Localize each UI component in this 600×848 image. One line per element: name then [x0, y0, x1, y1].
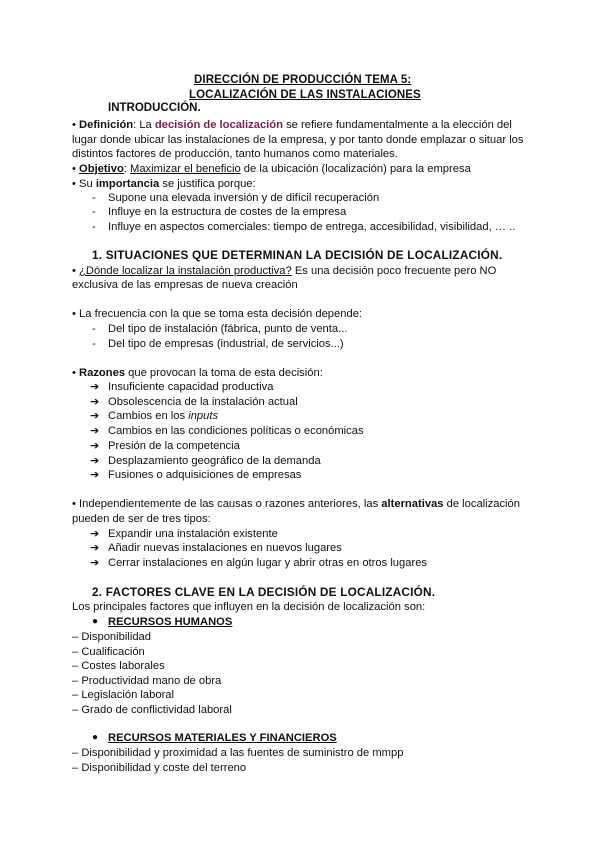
intro-heading: INTRODUCCIÓN.	[108, 102, 201, 114]
arrow-icon: ➔	[90, 440, 100, 452]
list-item: – Costes laborales	[72, 660, 165, 672]
doc-title-line1: DIRECCIÓN DE PRODUCCIÓN TEMA 5:	[194, 74, 412, 86]
definition-line: • Definición: La decisión de localización se refiere fundamentalmente a la elección del	[72, 119, 512, 131]
objective-label: Objetivo	[79, 163, 124, 175]
list-item: – Disponibilidad y coste del terreno	[72, 762, 247, 774]
objective-text: Maximizar el beneficio	[130, 163, 241, 175]
definition-line3: distintos factores de producción, tanto humanos como materiales.	[72, 148, 398, 160]
subsection-heading: RECURSOS HUMANOS	[108, 616, 233, 628]
list-item: Añadir nuevas instalaciones en nuevos lugares	[108, 542, 342, 554]
section2-heading: 2. FACTORES CLAVE EN LA DECISIÓN DE LOCALIZACIÓN.	[92, 585, 436, 599]
document-page: DIRECCIÓN DE PRODUCCIÓN TEMA 5: LOCALIZACIÓN DE LAS INSTALACIONES INTRODUCCIÓN. • Definición: La decisión de localización se refiere fundamentalmente a la elección del lugar donde ubicar las instalaciones de la empresa, y por tanto donde emplazar o situar los distintos factores de producción, tanto humanos como materiales. • Objetivo: Maximizar el beneficio de la ubicación (localización) para la empresa • Su importancia se justifica porque: - Supone una elevada inversión y de difícil recuperación - Influye en la estructura de costes de la empresa - Influye en aspectos comerciales: tiempo de entrega, accesibilidad, visibilidad, … .. 1. SITUACIONES QUE DETERMINAN LA DECISIÓN DE LOCALIZACIÓN. • ¿Dónde localizar la instalación productiva? Es una decisión poco frecuente pero NO exclusiva de las empresas de nueva creación • La frecuencia con la que se toma esta decisión depende: - Del tipo de instalación (fábrica, punto de venta... - Del tipo de empresas (industrial, de servicios...) • Razones que provocan la toma de esta decisión: ➔ Insuficiente capacidad productiva ➔ Obsolescencia de la instalación actual ➔ Cambios en los inputs ➔ Cambios en las condiciones políticas o económicas ➔ Presión de la competencia ➔ Desplazamiento geográfico de la demanda ➔ Fusiones o adquisiciones de empresas • Independientemente de las causas o razones anteriores, las alternativas de localización pueden de ser de tres tipos: ➔ Expandir una instalación existente ➔ Añadir nuevas instalaciones en nuevos lugares ➔ Cerrar instalaciones en algún lugar y abrir otras en otros lugares 2. FACTORES CLAVE EN LA DECISIÓN DE LOCALIZACIÓN. Los principales factores que influyen en la decisión de localización son: ● RECURSOS HUMANOS – Disponibilidad – Cualificación – Costes laborales – Productividad mano de obra – Legislación laboral – Grado de conflictividad laboral ● RECURSOS MATERIALES Y FINANCIEROS – Disponibilidad y proximidad a las fuentes de suministro de mmpp – Disponibilidad y coste del terreno	[72, 74, 524, 774]
arrow-icon: ➔	[90, 381, 100, 393]
importance-label: importancia	[95, 178, 160, 190]
list-item: – Grado de conflictividad laboral	[72, 704, 232, 716]
alternatives-label: alternativas	[381, 498, 444, 510]
list-item: Fusiones o adquisiciones de empresas	[108, 469, 302, 481]
list-item: Insuficiente capacidad productiva	[108, 381, 274, 393]
importance-line: • Su importancia se justifica porque:	[72, 178, 256, 190]
factors-intro: Los principales factores que influyen en la decisión de localización son:	[72, 601, 426, 613]
list-item: Desplazamiento geográfico de la demanda	[108, 455, 321, 467]
list-item: – Disponibilidad y proximidad a las fuentes de suministro de mmpp	[72, 747, 404, 759]
list-item: Supone una elevada inversión y de difícil recuperación	[108, 192, 380, 204]
objective-line: • Objetivo: Maximizar el beneficio de la ubicación (localización) para la empresa	[72, 163, 471, 175]
frequency-line: • La frecuencia con la que se toma esta decisión depende:	[72, 308, 363, 320]
bullet-circle-icon: ●	[92, 732, 99, 743]
reasons-line: • Razones que provocan la toma de esta decisión:	[72, 367, 323, 379]
arrow-icon: ➔	[90, 557, 100, 569]
list-item: Expandir una instalación existente	[108, 528, 278, 540]
arrow-icon: ➔	[90, 396, 100, 408]
list-item: – Legislación laboral	[72, 689, 174, 701]
alternatives-line2: pueden de ser de tres tipos:	[72, 513, 211, 525]
question-text: ¿Dónde localizar la instalación productiva?	[79, 265, 292, 277]
list-item: Del tipo de instalación (fábrica, punto de venta...	[108, 323, 348, 335]
bullet-circle-icon: ●	[92, 616, 99, 627]
arrow-icon: ➔	[90, 542, 100, 554]
list-item: Cambios en las condiciones políticas o económicas	[108, 425, 364, 437]
list-item: Influye en la estructura de costes de la empresa	[108, 206, 347, 218]
list-item: Cambios en los inputs	[108, 410, 219, 422]
list-item: – Cualificación	[72, 646, 145, 658]
arrow-icon: ➔	[90, 528, 100, 540]
arrow-icon: ➔	[90, 455, 100, 467]
arrow-icon: ➔	[90, 410, 100, 422]
doc-title-line2: LOCALIZACIÓN DE LAS INSTALACIONES	[189, 89, 421, 101]
list-item: Influye en aspectos comerciales: tiempo de entrega, accesibilidad, visibilidad, … ..	[108, 221, 516, 233]
reasons-label: Razones	[79, 367, 126, 379]
list-item: Presión de la competencia	[108, 440, 240, 452]
key-term: decisión de localización	[154, 119, 283, 131]
definition-label: Definición	[79, 119, 134, 131]
list-item: – Disponibilidad	[72, 631, 151, 643]
bullet: •	[72, 119, 76, 131]
question-line2: exclusiva de las empresas de nueva creación	[72, 279, 298, 291]
list-item: Cerrar instalaciones en algún lugar y abrir otras en otros lugares	[108, 557, 428, 569]
alternatives-line: • Independientemente de las causas o razones anteriores, las alternativas de localización	[72, 498, 520, 510]
question-line: • ¿Dónde localizar la instalación productiva? Es una decisión poco frecuente pero NO	[72, 265, 497, 277]
section1-heading: 1. SITUACIONES QUE DETERMINAN LA DECISIÓN DE LOCALIZACIÓN.	[92, 248, 503, 262]
arrow-icon: ➔	[90, 469, 100, 481]
list-item: – Productividad mano de obra	[72, 675, 222, 687]
subsection-heading: RECURSOS MATERIALES Y FINANCIEROS	[108, 732, 337, 744]
list-item: Obsolescencia de la instalación actual	[108, 396, 298, 408]
definition-line2: lugar donde ubicar las instalaciones de la empresa, y por tanto donde emplazar o situar los	[72, 134, 524, 146]
arrow-icon: ➔	[90, 425, 100, 437]
list-item: Del tipo de empresas (industrial, de servicios...)	[108, 338, 344, 350]
